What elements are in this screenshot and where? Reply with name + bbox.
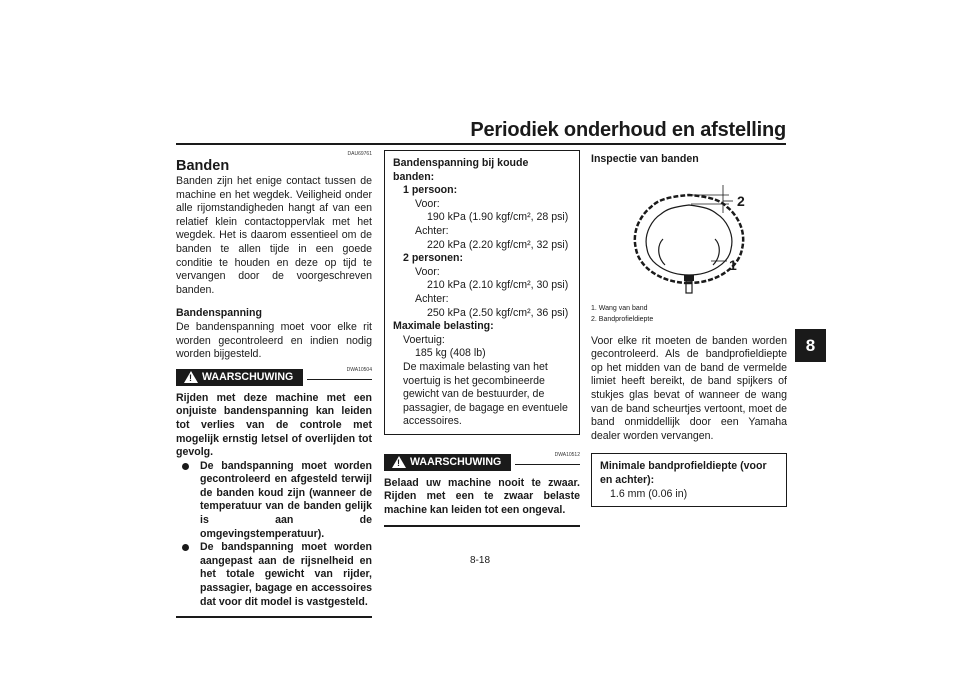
warning-badge: [176, 369, 303, 386]
spec-max-load-note: De maximale belasting van het voertuig is het gecombineerde gewicht van de bestuurder, de passagier, de bagage en eventuele accessoires.: [403, 360, 568, 428]
column-inspectie: [591, 150, 787, 507]
inspection-paragraph: Voor elke rit moeten de banden worden gecontroleerd. Als de bandprofieldiepte op het midden van de band de vermelde limiet heeft bereikt, de band spijkers of stukjes glas bevat of wanneer de wang van de band scheurtjes vertoont, moet de band onmiddellijk door een Yamaha dealer worden vervangen.: [591, 334, 787, 442]
warning-header: [176, 366, 372, 388]
warning-rule: [307, 379, 372, 380]
spec-one-person: 1 persoon:: [403, 184, 458, 197]
spec-max-load-value: 185 kg (408 lb): [415, 347, 486, 360]
inspection-heading: Inspectie van banden: [591, 153, 699, 165]
subheading-bandenspanning: Bandenspanning: [176, 307, 262, 320]
spec-rear-value: 220 kPa (2.20 kgf/cm², 32 psi): [427, 238, 569, 251]
spec-rear-label: Achter:: [415, 292, 449, 305]
tire-pressure-spec-box: [384, 150, 580, 435]
warning-triangle-icon: !: [184, 371, 198, 383]
warning-code: DWA10504: [346, 366, 372, 373]
intro-paragraph: Banden zijn het enige contact tussen de machine en het wegdek. Veiligheid onder alle rijomstandigheden hangt af van een relatief klein contactoppervlak met het wegdek. Het is daarom essentieel om de banden te allen tijde in een goede conditie te houden en deze op tijd te vervangen door de voorgeschreven banden.: [176, 175, 372, 296]
spec-title: Bandenspanning bij koude banden:: [393, 157, 529, 183]
spec-vehicle-label: Voertuig:: [403, 333, 445, 346]
warning-rule: [515, 464, 580, 465]
list-item: De bandspanning moet worden aangepast aan de rijsnelheid en het totale gewicht van rijder, passagier, bagage en accessoires dat voor dit model is vastgesteld.: [182, 541, 372, 609]
page-number: 8-18: [469, 555, 490, 566]
warning-end-rule: [176, 616, 372, 618]
warning-code: DWA10512: [554, 451, 580, 458]
bullet-icon: [182, 463, 189, 470]
tread-spec-title: Minimale bandprofieldiepte (voor en achter):: [600, 460, 767, 486]
spec-rear-label: Achter:: [415, 224, 449, 237]
warning-text: Rijden met deze machine met een onjuiste bandenspanning kan leiden tot verlies van de controle met mogelijk ernstig letsel of overlijden tot gevolg.: [176, 391, 372, 459]
bullet-icon: [182, 544, 189, 551]
spec-rear-value: 250 kPa (2.50 kgf/cm², 36 psi): [427, 306, 569, 319]
warning-badge: [384, 454, 511, 471]
page-title: Periodiek onderhoud en afstelling: [470, 119, 786, 141]
spec-max-load-label: Maximale belasting:: [393, 320, 494, 333]
figure-caption: [591, 303, 787, 325]
warning-content: [384, 473, 580, 518]
pressure-paragraph: De bandenspanning moet voor elke rit worden gecontroleerd en indien nodig worden bijgesteld.: [176, 320, 372, 361]
caption-item-2: 2. Bandprofieldiepte: [591, 315, 654, 323]
spec-front-label: Voor:: [415, 197, 440, 210]
warning-text: Belaad uw machine nooit te zwaar. Rijden met een te zwaar belaste machine kan leiden tot een ongeval.: [384, 476, 580, 517]
chapter-tab[interactable]: 8: [795, 329, 826, 362]
warning-label: WAARSCHUWING: [410, 455, 502, 468]
section-code: DAU69761: [347, 151, 372, 157]
warning-header: [384, 451, 580, 473]
warning-triangle-icon: !: [392, 456, 406, 468]
spec-two-persons: 2 personen:: [403, 252, 464, 265]
caption-item-1: 1. Wang van band: [591, 304, 648, 312]
tire-cross-section-icon: [591, 171, 787, 299]
tread-depth-spec-box: [591, 453, 787, 507]
section-heading: Banden: [176, 158, 230, 174]
column-banden: [176, 150, 372, 618]
warning-content: [176, 388, 372, 610]
list-item: De bandspanning moet worden gecontroleerd en afgesteld terwijl de banden koud zijn (wanneer de temperatuur van de banden gelijk is aan de omgevingstemperatuur).: [182, 460, 372, 542]
figure-label-sidewall: 1: [729, 256, 737, 273]
spec-front-value: 190 kPa (1.90 kgf/cm², 28 psi): [427, 211, 569, 224]
spec-front-value: 210 kPa (2.10 kgf/cm², 30 psi): [427, 279, 569, 292]
figure-label-depth: 2: [737, 192, 745, 209]
spec-front-label: Voor:: [415, 265, 440, 278]
column-spec: [384, 150, 580, 527]
tread-spec-value: 1.6 mm (0.06 in): [610, 487, 688, 500]
tire-figure: [591, 171, 787, 299]
page-header: [176, 119, 786, 141]
warning-label: WAARSCHUWING: [202, 370, 294, 383]
warning-end-rule: [384, 525, 580, 527]
header-rule: [176, 143, 786, 145]
